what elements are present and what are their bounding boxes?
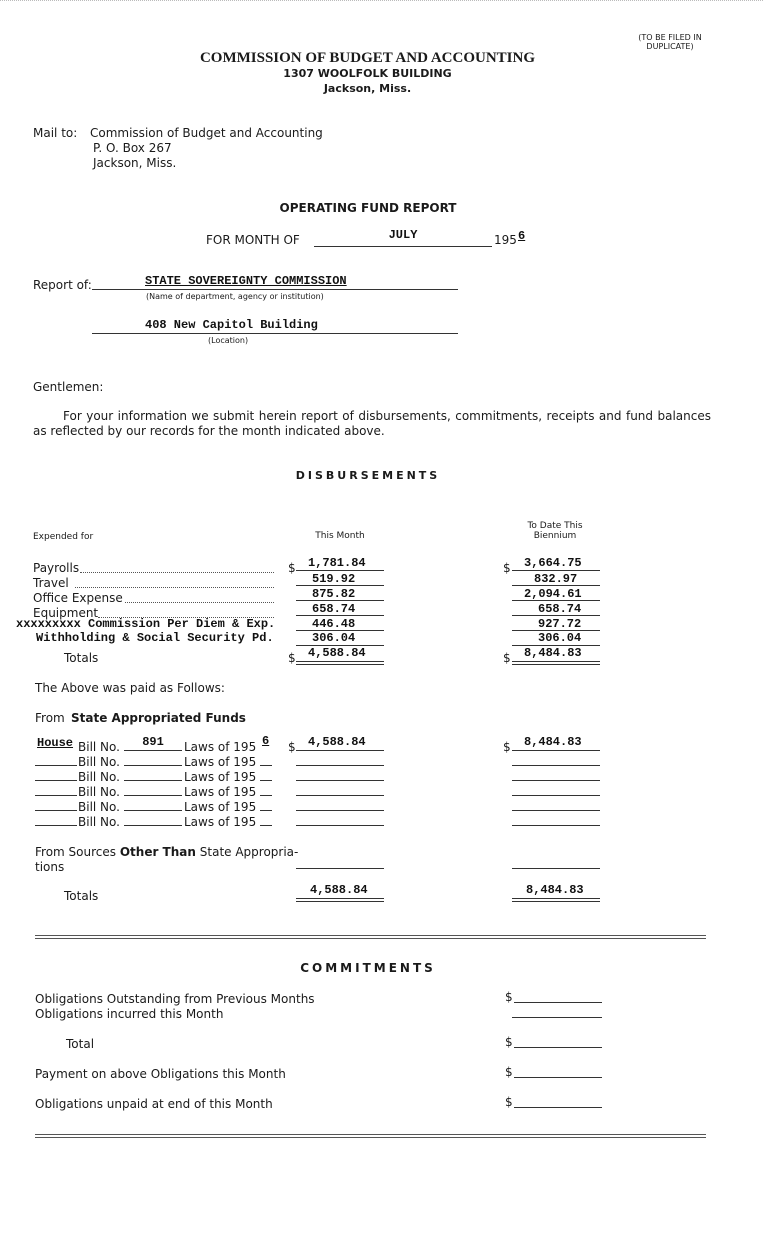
paid-heading: The Above was paid as Follows:	[35, 681, 225, 695]
building: 1307 WOOLFOLK BUILDING	[283, 67, 452, 80]
other-line-2: tions	[35, 860, 65, 874]
row-line	[512, 585, 600, 586]
letter-body: For your information we submit herein report of disbursements, commitments, receipts and fund balances as reflected by our records for the month indicated above.	[33, 409, 711, 438]
paid-totals-label: Totals	[64, 889, 99, 903]
commitments-heading: COMMITMENTS	[300, 961, 436, 975]
report-title: OPERATING FUND REPORT	[279, 201, 457, 215]
row-line	[296, 600, 384, 601]
row-biennium-travel: 832.97	[534, 572, 578, 586]
total-double-line	[512, 898, 600, 902]
salutation: Gentlemen:	[33, 380, 104, 394]
row-line	[296, 585, 384, 586]
bill-line	[124, 750, 182, 751]
col-month: This Month	[315, 531, 365, 541]
paid-total-biennium: 8,484.83	[526, 883, 584, 897]
row-line	[512, 615, 600, 616]
total-double-line	[296, 898, 384, 902]
other-prefix: From Sources	[35, 845, 117, 859]
totals-label: Totals	[64, 651, 99, 665]
row-line	[514, 1077, 602, 1078]
city: Jackson, Miss.	[323, 82, 412, 95]
location-line	[92, 333, 458, 334]
commitments-total: Total	[66, 1037, 95, 1051]
row-line	[296, 868, 384, 869]
laws-label: Laws of 195	[184, 740, 257, 754]
row-month-payrolls: 1,781.84	[308, 556, 366, 570]
from-bold: State Appropriated Funds	[71, 711, 246, 725]
row-biennium-withholding: 306.04	[538, 631, 582, 645]
row-month-travel: 519.92	[312, 572, 356, 586]
top-edge	[0, 0, 763, 1]
department-line	[92, 289, 458, 290]
payment-obligations: Payment on above Obligations this Month	[35, 1067, 286, 1081]
dollar-sign: $	[288, 740, 296, 754]
row-dots	[75, 587, 274, 588]
row-line	[296, 750, 384, 751]
other-sources	[35, 845, 298, 859]
section-divider	[35, 935, 706, 939]
row-line	[512, 1017, 602, 1018]
other-bold: Other Than	[119, 845, 196, 859]
row-month-equipment: 658.74	[312, 602, 356, 616]
row-line	[296, 615, 384, 616]
row-line	[514, 1047, 602, 1048]
row-biennium-per-diem: 927.72	[538, 617, 582, 631]
year-digit: 6	[518, 229, 526, 243]
dollar-sign: $	[288, 561, 296, 575]
obligations-incurred: Obligations incurred this Month	[35, 1007, 224, 1021]
laws-digit: 6	[262, 734, 270, 748]
bill-label: Bill No.	[78, 740, 120, 754]
row-label-equipment: Equipment	[33, 606, 99, 620]
location-caption: (Location)	[208, 336, 249, 345]
row-line	[296, 570, 384, 571]
dollar-sign: $	[505, 990, 513, 1004]
total-month: 4,588.84	[308, 646, 366, 660]
filed-note: (TO BE FILED IN DUPLICATE)	[638, 33, 702, 51]
row-dots	[80, 572, 274, 573]
disbursements-heading: DISBURSEMENTS	[295, 469, 441, 482]
month-label: FOR MONTH OF	[206, 233, 300, 247]
total-biennium: 8,484.83	[524, 646, 582, 660]
row-label-travel: Travel	[33, 576, 69, 590]
year-prefix: 195	[494, 233, 517, 247]
row-line	[512, 750, 600, 751]
paid-biennium-amount: 8,484.83	[524, 735, 582, 749]
paid-total-month: 4,588.84	[310, 883, 368, 897]
paid-month-amount: 4,588.84	[308, 735, 366, 749]
month-line	[314, 246, 492, 247]
month-value: JULY	[388, 228, 418, 242]
total-double-line	[512, 661, 600, 665]
department-value: STATE SOVEREIGNTY COMMISSION	[145, 274, 347, 288]
obligations-unpaid: Obligations unpaid at end of this Month	[35, 1097, 273, 1111]
row-month-office: 875.82	[312, 587, 356, 601]
row-label-per-diem: xxxxxxxxx Commission Per Diem & Exp.	[16, 617, 276, 631]
dollar-sign: $	[503, 740, 511, 754]
row-biennium-office: 2,094.61	[524, 587, 582, 601]
row-label-office: Office Expense	[33, 591, 123, 605]
from-label: From	[35, 711, 65, 725]
dollar-sign: $	[505, 1035, 513, 1049]
mail-line-3: Jackson, Miss.	[93, 156, 177, 170]
bill-number: 891	[142, 735, 164, 749]
house-label: House	[37, 736, 74, 750]
department-caption: (Name of department, agency or institution)	[146, 292, 324, 301]
row-line	[512, 868, 600, 869]
row-biennium-equipment: 658.74	[538, 602, 582, 616]
row-dots	[125, 602, 274, 603]
dollar-sign: $	[503, 561, 511, 575]
row-label-withholding: Withholding & Social Security Pd.	[36, 631, 274, 645]
row-month-withholding: 306.04	[312, 631, 356, 645]
row-line	[514, 1002, 602, 1003]
col-biennium: To Date This Biennium	[527, 521, 583, 541]
other-suffix: State Appropria-	[199, 845, 299, 859]
row-biennium-payrolls: 3,664.75	[524, 556, 582, 570]
report-of-label: Report of:	[33, 278, 92, 292]
mail-line-1: Commission of Budget and Accounting	[90, 126, 323, 140]
row-label-payrolls: Payrolls	[33, 561, 80, 575]
col-expended: Expended for	[33, 532, 94, 542]
dollar-sign: $	[288, 651, 296, 665]
location-value: 408 New Capitol Building	[145, 318, 318, 332]
total-double-line	[296, 661, 384, 665]
obligations-outstanding: Obligations Outstanding from Previous Months	[35, 992, 315, 1006]
section-divider	[35, 1134, 706, 1138]
row-line	[512, 600, 600, 601]
row-month-per-diem: 446.48	[312, 617, 356, 631]
dollar-sign: $	[505, 1065, 513, 1079]
dollar-sign: $	[503, 651, 511, 665]
org-title: COMMISSION OF BUDGET AND ACCOUNTING	[199, 50, 536, 66]
row-line	[514, 1107, 602, 1108]
row-line	[512, 570, 600, 571]
mail-label: Mail to:	[33, 126, 78, 140]
mail-line-2: P. O. Box 267	[93, 141, 172, 155]
dollar-sign: $	[505, 1095, 513, 1109]
